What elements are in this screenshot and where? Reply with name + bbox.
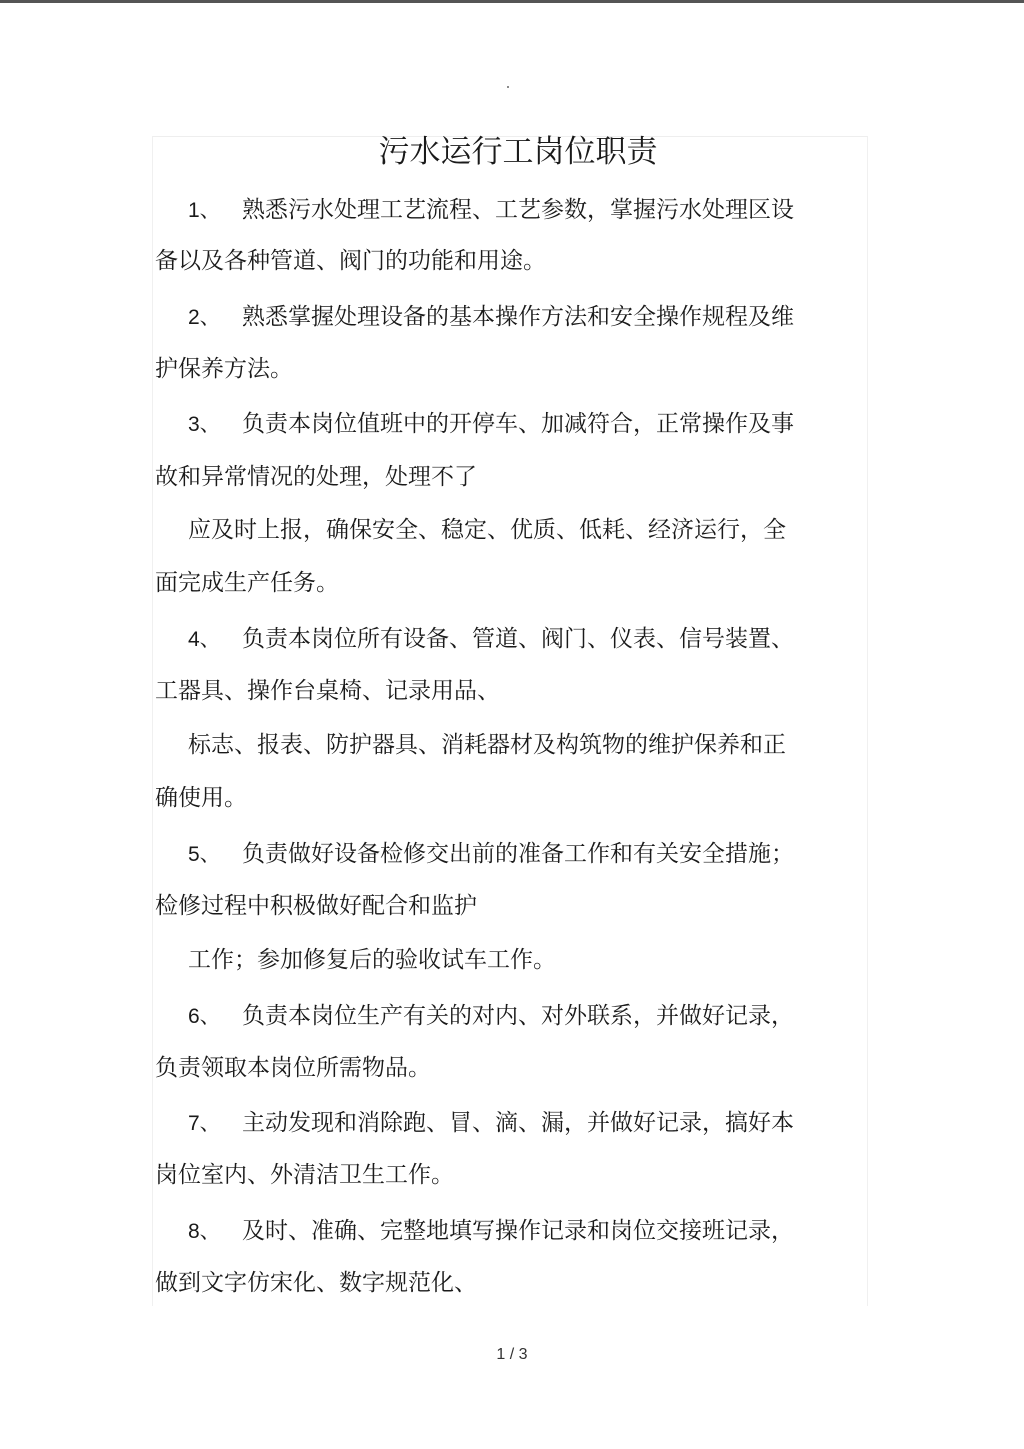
item-7-number: 7、 <box>188 1112 221 1135</box>
item-5-line-2: 检修过程中积极做好配合和监护 <box>155 893 477 919</box>
item-4-line-4: 确使用。 <box>155 785 247 811</box>
item-4-line-2: 工器具、操作台桌椅、记录用品、 <box>155 678 500 704</box>
page-indicator: 1 / 3 <box>496 1346 528 1363</box>
document-title: 污水运行工岗位职责 <box>378 134 658 170</box>
item-3-number: 3、 <box>188 413 221 436</box>
item-3-text: 负责本岗位值班中的开停车、加减符合，正常操作及事 <box>242 411 794 437</box>
item-7-line-1 <box>188 1108 794 1139</box>
item-5-text: 负责做好设备检修交出前的准备工作和有关安全措施； <box>242 841 794 867</box>
item-7-text: 主动发现和消除跑、冒、滴、漏，并做好记录，搞好本 <box>242 1110 794 1136</box>
item-8-text: 及时、准确、完整地填写操作记录和岗位交接班记录， <box>242 1218 794 1244</box>
item-6-line-1 <box>188 1001 794 1032</box>
item-3-line-2: 故和异常情况的处理，处理不了 <box>155 464 477 490</box>
item-6-line-2: 负责领取本岗位所需物品。 <box>155 1055 431 1081</box>
item-6-text: 负责本岗位生产有关的对内、对外联系，并做好记录， <box>242 1003 794 1029</box>
item-3-line-1 <box>188 409 794 440</box>
item-5-number: 5、 <box>188 843 221 866</box>
item-8-number: 8、 <box>188 1220 221 1243</box>
item-2-number: 2、 <box>188 306 221 329</box>
item-8-line-2: 做到文字仿宋化、数字规范化、 <box>155 1270 477 1296</box>
item-4-text: 负责本岗位所有设备、管道、阀门、仪表、信号装置、 <box>242 626 794 652</box>
item-2-line-1 <box>188 302 794 333</box>
item-1-number: 1、 <box>188 199 221 222</box>
header-mark <box>507 86 509 88</box>
item-5-line-1 <box>188 839 794 870</box>
item-1-text: 熟悉污水处理工艺流程、工艺参数，掌握污水处理区设 <box>242 197 794 223</box>
item-6-number: 6、 <box>188 1005 221 1028</box>
item-1-line-2: 备以及各种管道、阀门的功能和用途。 <box>155 248 546 274</box>
item-2-line-2: 护保养方法。 <box>155 356 293 382</box>
item-3-line-3: 应及时上报，确保安全、稳定、优质、低耗、经济运行，全 <box>188 517 786 543</box>
item-4-number: 4、 <box>188 628 221 651</box>
top-border-rule <box>0 0 1024 3</box>
item-7-line-2: 岗位室内、外清洁卫生工作。 <box>155 1162 454 1188</box>
item-4-line-3: 标志、报表、防护器具、消耗器材及构筑物的维护保养和正 <box>188 732 786 758</box>
item-1-line-1 <box>188 195 794 226</box>
item-4-line-1 <box>188 624 794 655</box>
item-2-text: 熟悉掌握处理设备的基本操作方法和安全操作规程及维 <box>242 304 794 330</box>
item-8-line-1 <box>188 1216 794 1247</box>
item-3-line-4: 面完成生产任务。 <box>155 570 339 596</box>
item-5-line-3: 工作；参加修复后的验收试车工作。 <box>188 947 556 973</box>
